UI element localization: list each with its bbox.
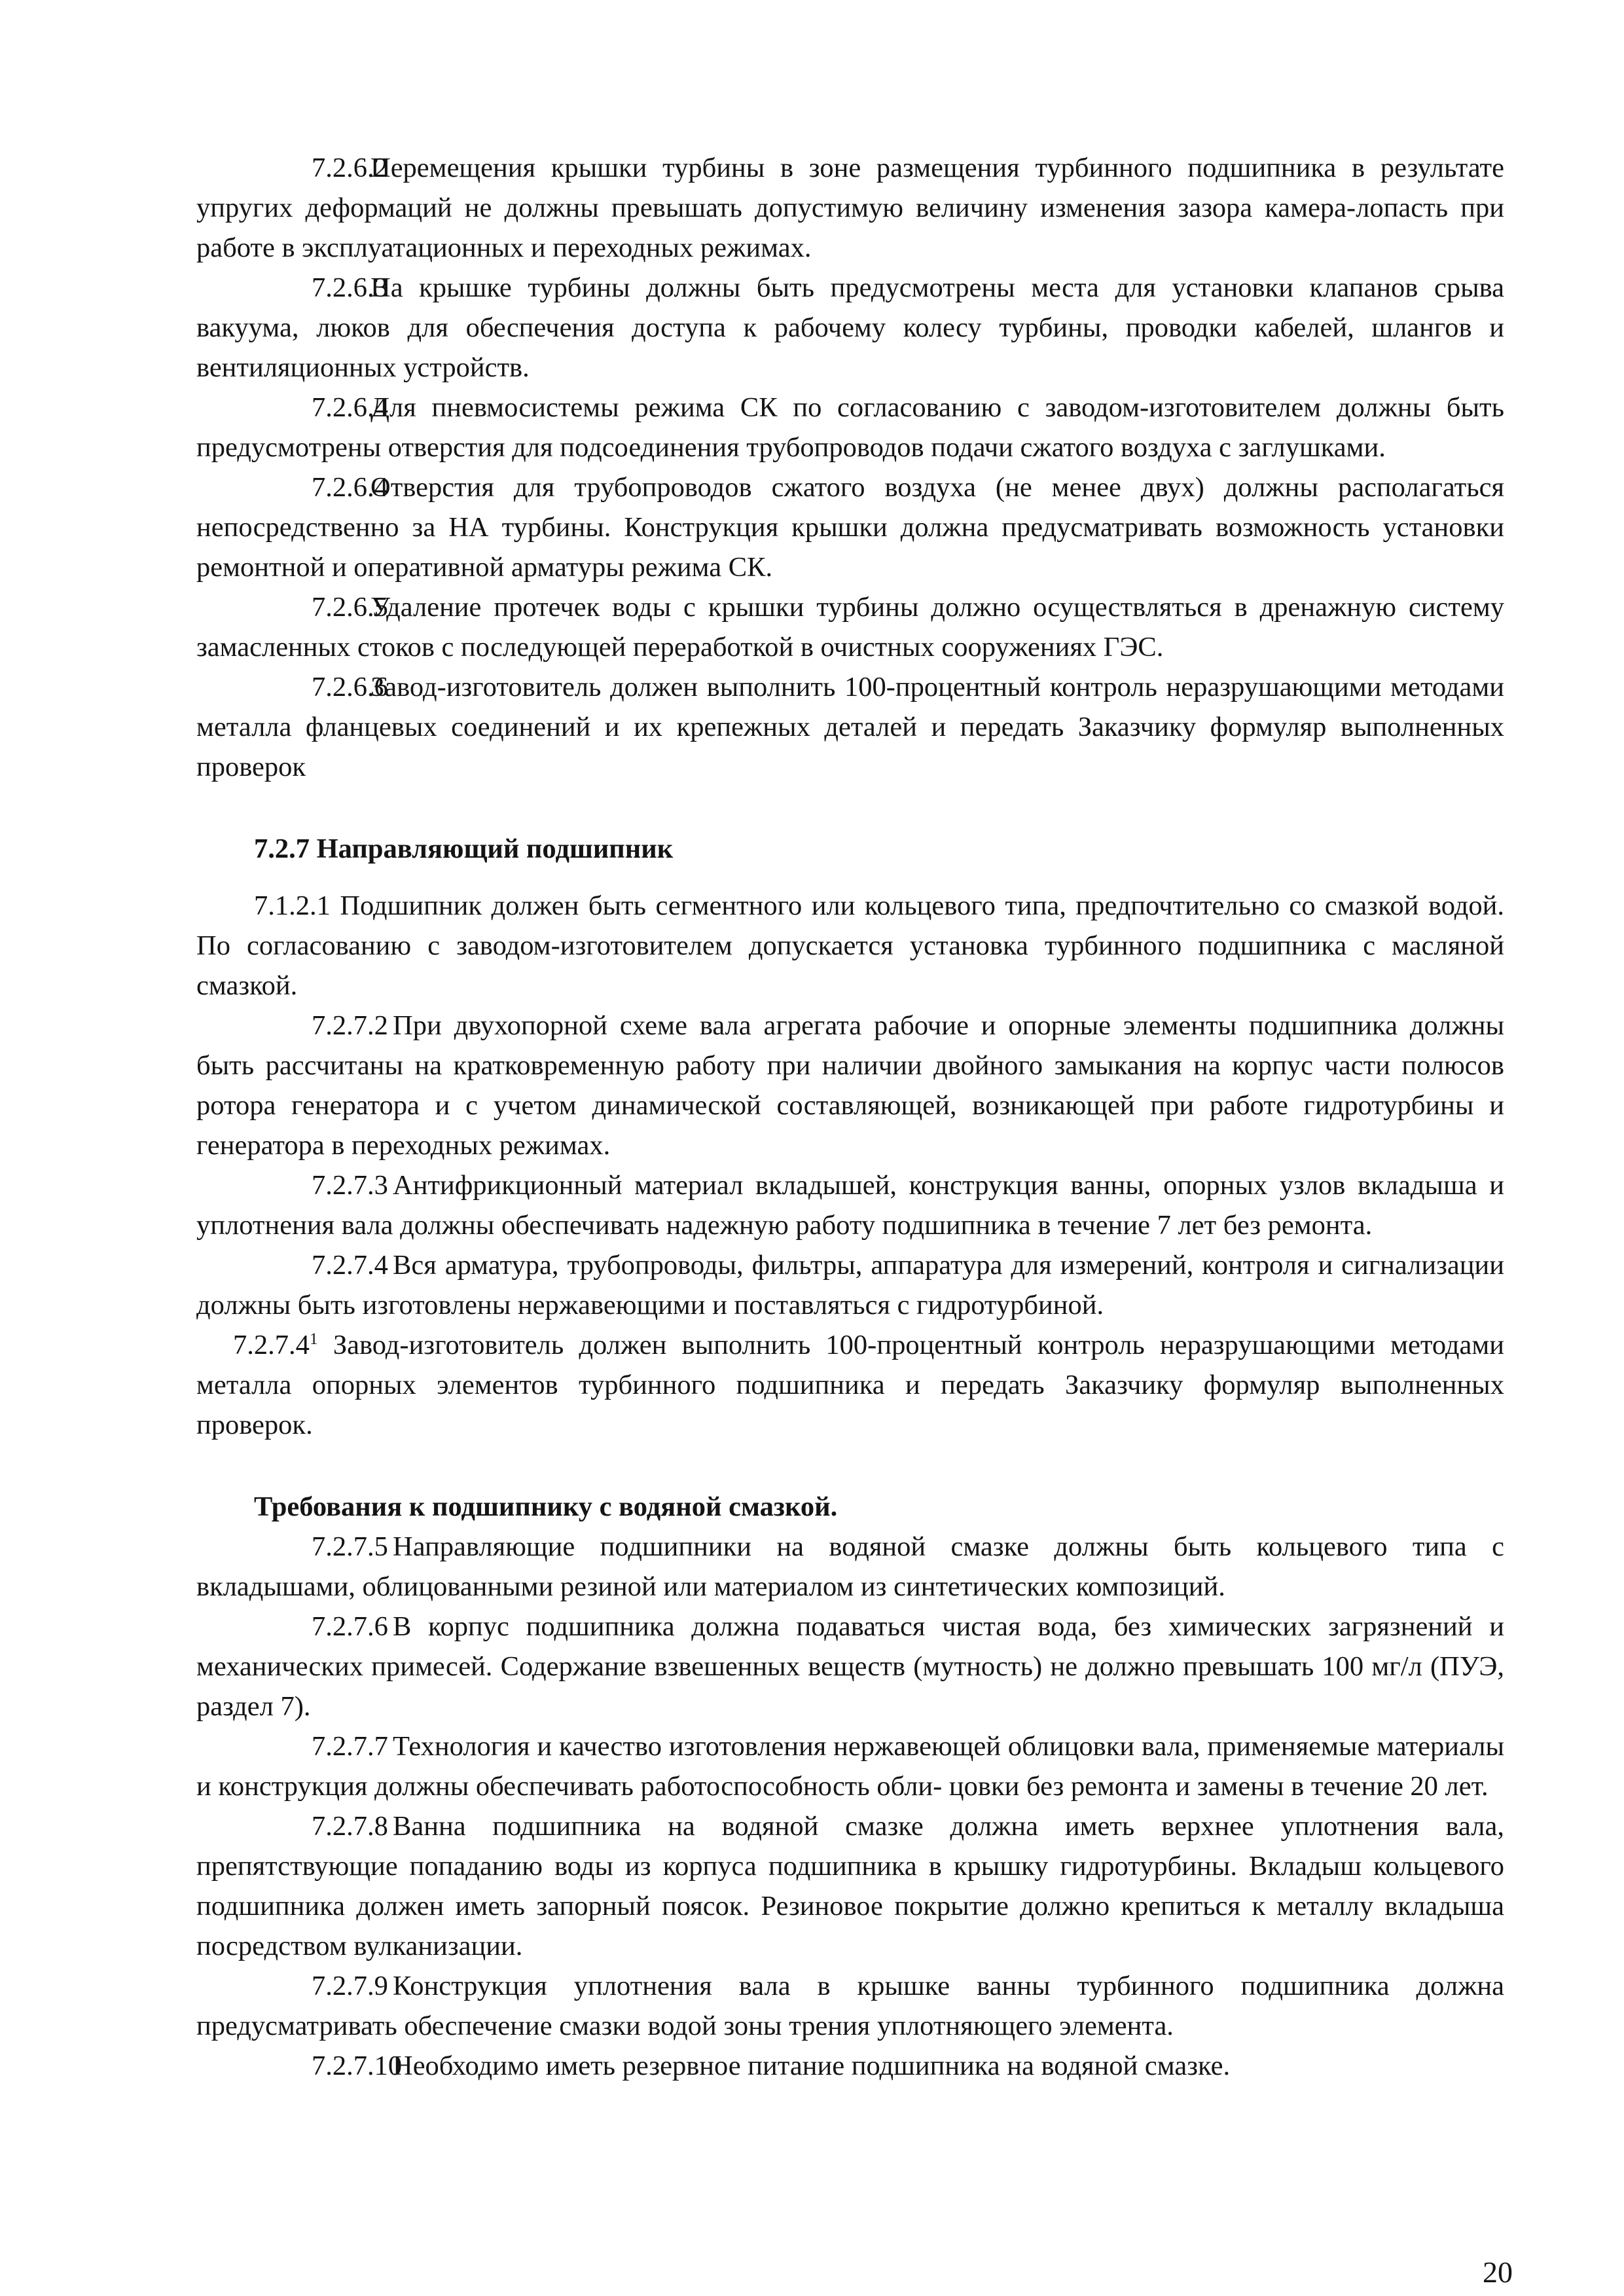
paragraph-7-2-6-3 [196, 268, 1504, 388]
clause-text: Необходимо иметь резервное питание подшипника на водяной смазке. [393, 2050, 1231, 2081]
paragraph-7-2-7-7 [196, 1726, 1504, 1806]
spacer [196, 869, 1504, 886]
paragraph-7-2-7-3 [196, 1165, 1504, 1245]
clause-superscript: 1 [309, 1328, 318, 1348]
paragraph-7-2-7-5 [196, 1527, 1504, 1607]
paragraph-7-2-6-4-b [196, 467, 1504, 587]
paragraph-7-2-6-5 [196, 587, 1504, 667]
paragraph-7-2-6-4-a [196, 388, 1504, 467]
clause-text: Технология и качество изготовления нержавеющей облицовки вала, применяемые материалы и конструкция должны обеспечивать работоспособность обли- цовки без ремонта и замены в течение 20 лет. [196, 1731, 1504, 1802]
clause-text: Конструкция уплотнения вала в крышке ванны турбинного подшипника должна предусматривать обеспечение смазки водой зоны трения уплотняющего элемента. [196, 1971, 1504, 2041]
clause-text: В корпус подшипника должна подаваться чистая вода, без химических загрязнений и механических примесей. Содержание взвешенных веществ (мутность) не должно превышать 100 мг/л (ПУЭ, раздел 7). [196, 1611, 1504, 1722]
clause-number: 7.2.6.3 [312, 272, 388, 303]
clause-number: 7.2.7.4 [312, 1250, 388, 1281]
paragraph-7-2-7-4-1 [196, 1325, 1504, 1445]
clause-number: 7.2.7.6 [312, 1611, 388, 1642]
paragraph-7-2-7-8 [196, 1806, 1504, 1966]
paragraph-7-2-6-2 [196, 148, 1504, 268]
clause-number: 7.2.7.2 [312, 1010, 388, 1041]
section-heading-water-lubricated: Требования к подшипнику с водяной смазкой. [254, 1491, 838, 1522]
clause-number: 7.2.6.6 [312, 672, 388, 702]
clause-number: 7.2.7.9 [312, 1971, 388, 2001]
clause-number: 7.2.6.4 [312, 392, 388, 423]
section-heading-7-2-7: 7.2.7 Направляющий подшипник [254, 833, 674, 864]
clause-text: При двухопорной схеме вала агрегата рабочие и опорные элементы подшипника должны быть рассчитаны на кратковременную работу при наличии двойного замыкания на корпус части полюсов ротора генератора и с учетом динамической составляющей, возникающей при работе гидротурбины и генератора в переходных режимах. [196, 1010, 1504, 1161]
paragraph-7-2-7-4 [196, 1245, 1504, 1325]
clause-number: 7.2.6.5 [312, 592, 388, 623]
spacer [196, 1445, 1504, 1487]
paragraph-7-2-7-9 [196, 1966, 1504, 2046]
paragraph-7-2-6-6 [196, 667, 1504, 787]
clause-number: 7.2.7.8 [312, 1811, 388, 1842]
clause-number: 7.1.2.1 [254, 890, 331, 921]
clause-number: 7.2.6.2 [312, 153, 388, 183]
clause-text: Отверстия для трубопроводов сжатого воздуха (не менее двух) должны располагаться непосредственно за НА турбины. Конструкция крышки должна предусматривать возможность установки ремонтной и оперативной арматуры режима СК. [196, 472, 1504, 583]
paragraph-7-1-2-1 [196, 886, 1504, 1006]
paragraph-7-2-7-10 [196, 2046, 1504, 2086]
clause-text: Завод-изготовитель должен выполнить 100-процентный контроль неразрушающими методами металла опорных элементов турбинного подшипника и передать Заказчику формуляр выполненных проверок. [196, 1330, 1504, 1440]
clause-text: Удаление протечек воды с крышки турбины должно осуществляться в дренажную систему замасленных стоков с последующей переработкой в очистных сооружениях ГЭС. [196, 592, 1504, 663]
clause-number: 7.2.7.4 [233, 1330, 310, 1360]
clause-text: Подшипник должен быть сегментного или кольцевого типа, предпочтительно со смазкой водой. По согласованию с заводом-изготовителем допускается установка турбинного подшипника с масляной смазкой. [196, 890, 1504, 1001]
clause-text: Вся арматура, трубопроводы, фильтры, аппаратура для измерений, контроля и сигнализации должны быть изготовлены нержавеющими и поставляться с гидротурбиной. [196, 1250, 1504, 1321]
clause-number: 7.2.7.7 [312, 1731, 388, 1762]
clause-number: 7.2.6.4 [312, 472, 388, 503]
clause-text: Завод-изготовитель должен выполнить 100-процентный контроль неразрушающими методами металла фланцевых соединений и их крепежных деталей и передать Заказчику формуляр выполненных проверок [196, 672, 1504, 782]
clause-text: Перемещения крышки турбины в зоне размещения турбинного подшипника в результате упругих деформаций не должны превышать допустимую величину изменения зазора камера-лопасть при работе в эксплуатационных и переходных режимах. [196, 153, 1504, 263]
clause-number: 7.2.7.3 [312, 1170, 388, 1201]
clause-number: 7.2.7.5 [312, 1531, 388, 1562]
clause-text: На крышке турбины должны быть предусмотрены места для установки клапанов срыва вакуума, люков для обеспечения доступа к рабочему колесу турбины, проводки кабелей, шлангов и вентиляционных устройств. [196, 272, 1504, 383]
clause-number: 7.2.7.10 [312, 2050, 403, 2081]
paragraph-7-2-7-6 [196, 1607, 1504, 1726]
spacer [196, 787, 1504, 829]
paragraph-7-2-7-2 [196, 1006, 1504, 1165]
clause-text: Направляющие подшипники на водяной смазке должны быть кольцевого типа с вкладышами, облицованными резиной или материалом из синтетических композиций. [196, 1531, 1504, 1602]
clause-text: Ванна подшипника на водяной смазке должна иметь верхнее уплотнения вала, препятствующие попаданию воды из корпуса подшипника в крышку гидротурбины. Вкладыш кольцевого подшипника должен иметь запорный поясок. Резиновое покрытие должно крепиться к металлу вкладыша посредством вулканизации. [196, 1811, 1504, 1961]
clause-text: Антифрикционный материал вкладышей, конструкция ванны, опорных узлов вкладыша и уплотнения вала должны обеспечивать надежную работу подшипника в течение 7 лет без ремонта. [196, 1170, 1504, 1241]
page-body [196, 148, 1504, 2086]
clause-text: Для пневмосистемы режима СК по согласованию с заводом-изготовителем должны быть предусмотрены отверстия для подсоединения трубопроводов подачи сжатого воздуха с заглушками. [196, 392, 1504, 463]
page-number: 20 [1483, 2255, 1513, 2289]
